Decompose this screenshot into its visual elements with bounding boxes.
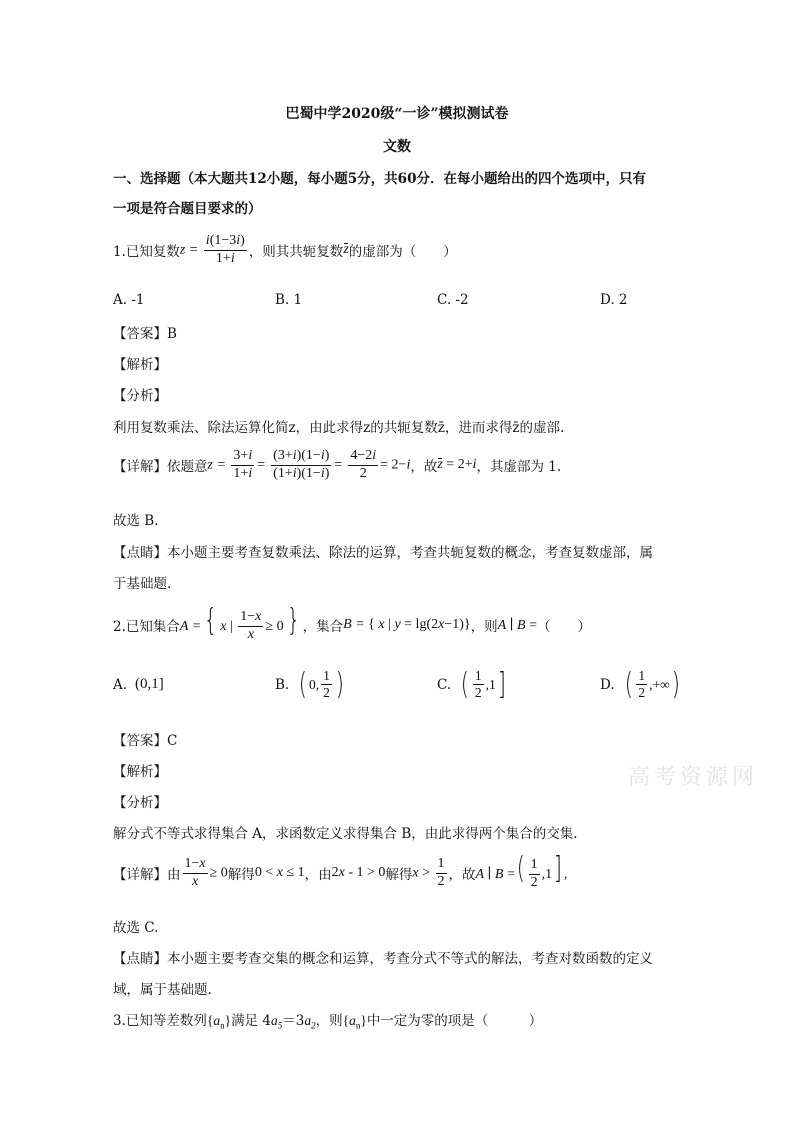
q1-fenxi: 【分析】 — [113, 388, 167, 404]
q2-set-b: B = { x | y = lg(2x−1)} — [343, 617, 471, 633]
q2-option-c-label: C. — [437, 676, 452, 693]
q1-detail-prefix: 【详解】依题意 — [113, 459, 208, 476]
q2-option-c: C. ( $\frac{1}{2}$ ,1 ] — [437, 666, 506, 702]
q1-option-c: C. -2 — [437, 292, 469, 308]
document-subtitle: 文数 — [383, 139, 411, 155]
q2-detail-prefix: 【详解】由 — [113, 867, 181, 884]
q2-guxuan: 故选 C. — [113, 920, 159, 936]
q2-option-b: B. ( 0, $\frac{1}{2}$ ) — [275, 666, 344, 702]
q2-option-d-label: D. — [600, 676, 615, 693]
q2-prefix: 2.已知集合 — [113, 619, 180, 636]
q2-detail-range: 0 < x ≤ 1 — [254, 865, 305, 881]
section-heading-line1: 一、选择题（本大题共12小题，每小题5分，共60分．在每小题给出的四个选项中，只有 — [113, 171, 646, 187]
q1-detail-formula: z = $\frac{3+i}{1+i}$ = $\frac{(3+i)(1-i)}{(1+i)(1-i)}$ = $\frac{4-2i}{2}$ = 2−i — [207, 448, 411, 481]
question-1 — [113, 233, 457, 268]
q1-option-a: A. -1 — [113, 292, 145, 308]
q2-detail-x: x > $\frac{1}{2}$ — [412, 855, 445, 889]
q1-dianjing-line1: 【点睛】本小题主要考查复数乘法、除法的运算，考查共轭复数的概念，考查复数虚部，属 — [113, 545, 653, 561]
q1-zbar: z — [343, 242, 349, 258]
q2-mid: ，集合 — [302, 619, 344, 636]
q2-detail-ineq: $\frac{1-x}{x}$ ≥ 0 — [184, 855, 228, 889]
q2-option-b-label: B. — [275, 676, 290, 693]
q3-mid2: 中一定为零的项是（ ） — [366, 1013, 543, 1029]
q2-option-a-label: A. — [113, 676, 128, 693]
question-3: 3.已知等差数列$\{a_n\}$满足 $4a_5=3a_2$，则$\{a_n\}$中一定为零的项是（ ） — [113, 1013, 543, 1031]
q2-detail-mid2: ，由 — [304, 867, 332, 884]
q2-fenxi-text: 解分式不等式求得集合 A，求函数定义求得集合 B，由此求得两个集合的交集. — [113, 826, 578, 842]
q1-guxuan: 故选 B. — [113, 513, 159, 529]
q2-detail — [113, 851, 568, 892]
q1-dianjing-line2: 于基础题. — [113, 576, 172, 592]
q2-suffix: ，则 — [470, 619, 498, 636]
q1-conj-value: z = 2+i — [437, 457, 477, 473]
q2-set-a: A ={ x | $\frac{1-x}{x}$ ≥ 0} — [179, 603, 300, 643]
q1-option-d: D. 2 — [600, 292, 628, 308]
q1-prefix: 1.已知复数 — [113, 244, 180, 261]
section-heading-line2: 一项是符合题目要求的） — [113, 201, 262, 217]
q1-suffix: ，则其共轭复数 — [248, 244, 344, 261]
q2-detail-mid4: ，故 — [448, 867, 476, 884]
watermark: 高考资源网 — [628, 765, 759, 790]
q1-detail-suffix: ，故 — [410, 459, 438, 476]
q1-suffix2: 的虚部为（ ） — [348, 244, 457, 261]
q2-detail-result: A ∣ B =( $\frac{1}{2}$ ,1] , — [475, 851, 568, 891]
q2-detail-mid1: 解得 — [227, 867, 255, 884]
q2-option-a: A. (0,1] — [113, 676, 164, 693]
q2-fenxi: 【分析】 — [113, 795, 167, 811]
q2-intersect: A ∣ B = — [497, 617, 537, 633]
q1-answer: 【答案】B — [113, 326, 177, 342]
q2-detail-ineq2: 2x - 1 > 0 — [331, 865, 386, 881]
q2-dianjing-line1: 【点睛】本小题主要考查交集的概念和运算，考查分式不等式的解法，考查对数函数的定义 — [113, 951, 653, 967]
q1-detail — [113, 448, 561, 483]
q1-jiexi: 【解析】 — [113, 357, 167, 373]
q2-suffix2: （ ） — [536, 619, 591, 636]
q2-dianjing-line2: 域，属于基础题. — [113, 982, 212, 998]
q2-jiexi: 【解析】 — [113, 764, 167, 780]
question-2 — [113, 603, 591, 644]
q2-detail-mid3: 解得 — [385, 867, 413, 884]
q2-option-d: D. ( $\frac{1}{2}$ ,+∞ ) — [600, 666, 680, 702]
q2-answer: 【答案】C — [113, 733, 178, 749]
q1-fenxi-text: 利用复数乘法、除法运算化简z，由此求得z的共轭复数z̄，进而求得z̄的虚部. — [113, 420, 565, 436]
q3-prefix: 3.已知等差数列 — [113, 1013, 207, 1029]
q1-formula: z = $\frac{i(1-3i)}{1+i}$ — [179, 233, 245, 266]
q3-mid: 满足 4 — [231, 1013, 271, 1029]
document-title: 巴蜀中学2020级“一诊”模拟测试卷 — [285, 106, 509, 122]
q1-detail-suffix2: ，其虚部为 1. — [476, 459, 562, 476]
q1-option-b: B. 1 — [275, 292, 303, 308]
